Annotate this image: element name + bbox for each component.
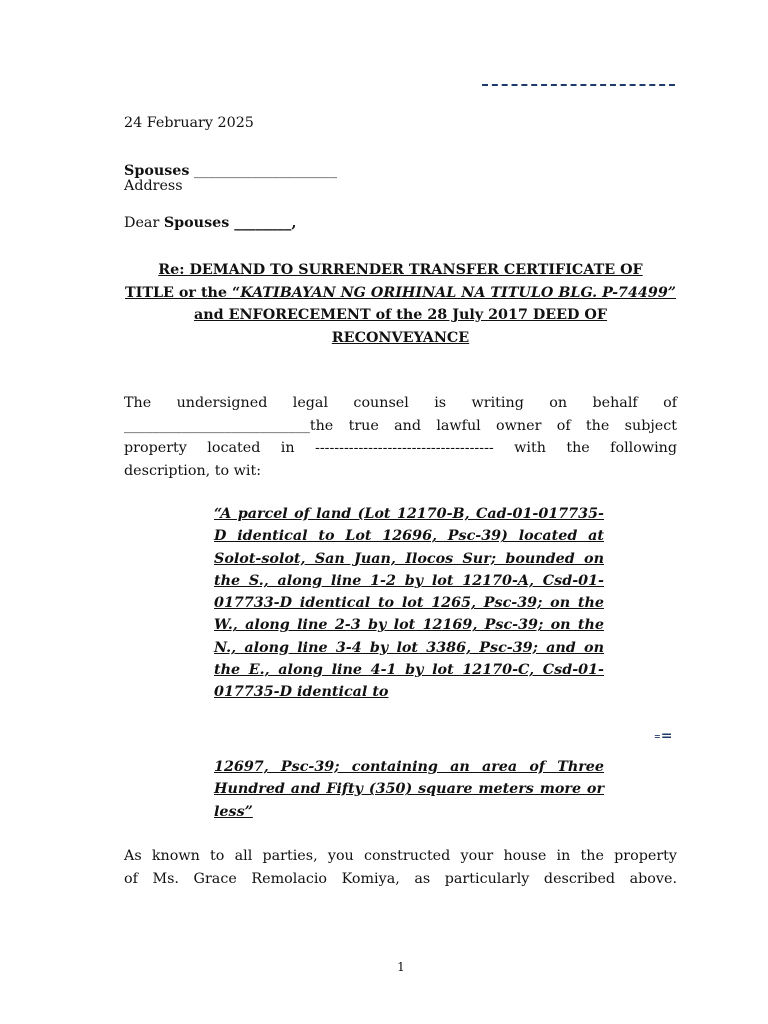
addressee-blank: ____________________ (194, 163, 337, 179)
subject-line-3: and ENFORECEMENT of the 28 July 2017 DEED OF RECONVEYANCE (193, 307, 608, 346)
salutation-prefix: Dear (124, 215, 164, 231)
subject-line-1: Re: DEMAND TO SURRENDER TRANSFER CERTIFICATE OF (158, 262, 643, 278)
closing-line-1: As known to all parties, you constructed your house in the property (124, 848, 677, 864)
intro-line-1: The undersigned legal counsel is writing on behalf of (124, 395, 677, 411)
equals-marker (654, 728, 672, 744)
subject-heading (124, 259, 677, 349)
header-dash-rule (482, 84, 675, 86)
subject-line-2-title: KATIBAYAN NG ORIHINAL NA TITULO BLG. P-74499” (240, 284, 676, 301)
salutation-blank: ________, (229, 215, 297, 231)
property-description-part-2: 12697, Psc-39; containing an area of Three Hundred and Fifty (350) square meters more or less” (214, 759, 604, 820)
equals-small: = (654, 731, 661, 741)
page-number: 1 (397, 960, 405, 974)
salutation-name: Spouses (163, 215, 230, 231)
property-description-part-1: “A parcel of land (Lot 12170-B, Cad-01-017735-D identical to Lot 12696, Psc-39) located at Solot-solot, San Juan, Ilocos Sur; bounded on the S., along line 1-2 by lot 12170-A, Csd-01-017733-D identical to lot 1265, Psc-39; on the W., along line 2-3 by lot 12169, Psc-39; on the N., along line 3-4 by lot 3386, Psc-39; and on the E., along line 4-1 by lot 12170-C, Csd-01-017735-D identical to (214, 506, 604, 701)
subject-line-2-prefix: TITLE or the “ (125, 284, 241, 301)
addressee-label: Spouses (124, 163, 190, 179)
intro-line-3: property located in ------------------------------------- with the following (124, 440, 677, 456)
addressee-line (124, 163, 337, 179)
letter-date: 24 February 2025 (124, 115, 254, 131)
subject-line-2 (124, 282, 677, 305)
closing-paragraph (124, 845, 677, 890)
salutation (124, 215, 296, 231)
intro-line-2: __________________________the true and lawful owner of the subject (124, 417, 677, 434)
closing-line-2: of Ms. Grace Remolacio Komiya, as particularly described above. (124, 870, 677, 887)
intro-paragraph (124, 392, 677, 482)
addressee-address: Address (124, 178, 183, 194)
equals-big: = (660, 728, 673, 744)
intro-line-4: description, to wit: (124, 462, 262, 479)
